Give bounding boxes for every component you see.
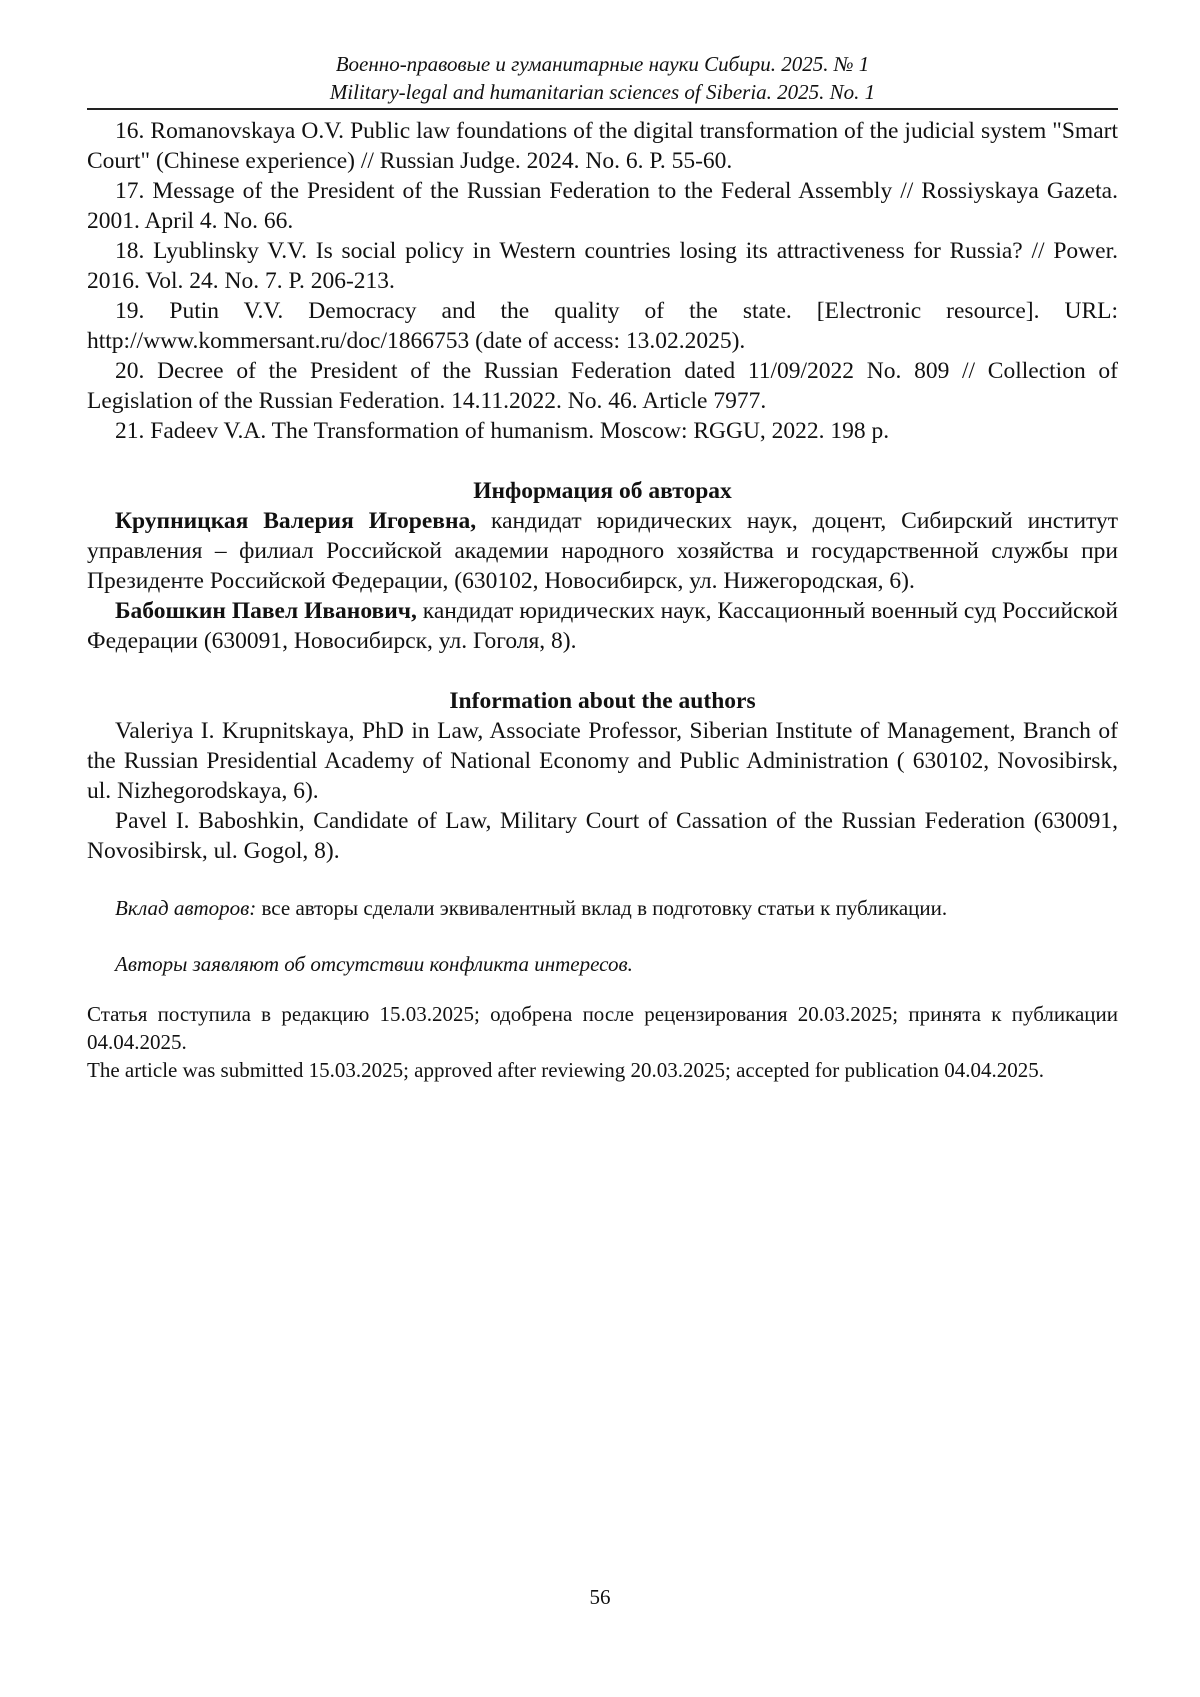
author-ru-1 [87,506,1118,596]
journal-title-ru: Военно-правовые и гуманитарные науки Сибири. 2025. № 1 [87,50,1118,78]
reference-item: 17. Message of the President of the Russian Federation to the Federal Assembly // Rossiyskaya Gazeta. 2001. April 4. No. 66. [87,176,1118,236]
author-en-1: Valeriya I. Krupnitskaya, PhD in Law, Associate Professor, Siberian Institute of Management, Branch of the Russian Presidential Academy of National Economy and Public Administration ( 630102, Novosibirsk, ul. Nizhegorodskaya, 6). [87,716,1118,806]
author-ru-2-name: Бабошкин Павел Иванович, [115,598,417,624]
page-number: 56 [0,1585,1200,1610]
document-page [87,50,1118,1084]
dates-en: The article was submitted 15.03.2025; approved after reviewing 20.03.2025; accepted for publication 04.04.2025. [87,1056,1118,1084]
reference-item: 19. Putin V.V. Democracy and the quality of the state. [Electronic resource]. URL: http://www.kommersant.ru/doc/1866753 (date of access: 13.02.2025). [87,296,1118,356]
journal-title-en: Military-legal and humanitarian sciences of Siberia. 2025. No. 1 [87,78,1118,106]
journal-header [87,50,1118,110]
reference-item: 16. Romanovskaya O.V. Public law foundations of the digital transformation of the judicial system "Smart Court" (Chinese experience) // Russian Judge. 2024. No. 6. P. 55-60. [87,116,1118,176]
reference-item: 18. Lyublinsky V.V. Is social policy in Western countries losing its attractiveness for Russia? // Power. 2016. Vol. 24. No. 7. P. 206-213. [87,236,1118,296]
author-contribution [87,894,1118,922]
author-ru-2-details: кандидат юридических наук, Кассационный военный суд Российской Федерации (630091, Новосибирск, ул. Гоголя, 8). [87,598,1118,654]
reference-list [87,116,1118,446]
contribution-text: все авторы сделали эквивалентный вклад в подготовку статьи к публикации. [256,896,947,920]
reference-item: 21. Fadeev V.A. The Transformation of humanism. Moscow: RGGU, 2022. 198 p. [87,416,1118,446]
author-ru-1-name: Крупницкая Валерия Игоревна, [115,508,476,534]
author-ru-2 [87,596,1118,656]
reference-item: 20. Decree of the President of the Russian Federation dated 11/09/2022 No. 809 // Collection of Legislation of the Russian Federation. 14.11.2022. No. 46. Article 7977. [87,356,1118,416]
dates-ru: Статья поступила в редакцию 15.03.2025; одобрена после рецензирования 20.03.2025; принята к публикации 04.04.2025. [87,1000,1118,1056]
conflict-statement: Авторы заявляют об отсутствии конфликта интересов. [87,950,1118,978]
authors-ru-title: Информация об авторах [87,476,1118,506]
author-ru-1-details: кандидат юридических наук, доцент, Сибирский институт управления – филиал Российской академии народного хозяйства и государственной службы при Президенте Российской Федерации, (630102, Новосибирск, ул. Нижегородская, 6). [87,508,1118,594]
author-en-2: Pavel I. Baboshkin, Candidate of Law, Military Court of Cassation of the Russian Federation (630091, Novosibirsk, ul. Gogol, 8). [87,806,1118,866]
contribution-label: Вклад авторов: [115,896,256,920]
authors-en-title: Information about the authors [87,686,1118,716]
